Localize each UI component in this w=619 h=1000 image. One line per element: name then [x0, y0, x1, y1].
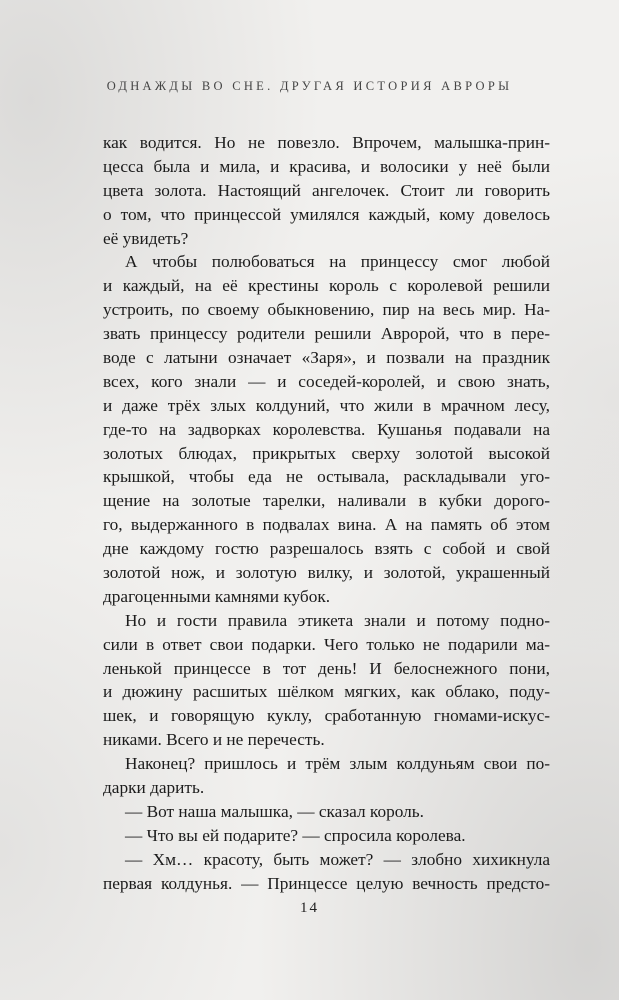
text-line: го, выдержанного в подвалах вина. А на память об этом	[103, 515, 550, 535]
text-line: Но и гости правила этикета знали и потому подно-	[125, 610, 550, 630]
text-line: звать принцессу родители решили Авророй, что в пере-	[103, 324, 550, 344]
text-line: дне каждому гостю разрешалось взять с собой и свой	[103, 539, 550, 559]
text-line: где-то на задворках королевства. Кушанья подавали на	[103, 419, 550, 439]
text-line: о том, что принцессой умилялся каждый, кому довелось	[103, 204, 550, 224]
running-head: ОДНАЖДЫ ВО СНЕ. ДРУГАЯ ИСТОРИЯ АВРОРЫ	[106, 79, 513, 93]
text-line: А чтобы полюбоваться на принцессу смог любой	[125, 252, 550, 272]
body-text	[103, 131, 550, 896]
text-line: воде с латыни означает «Заря», и позвали на праздник	[103, 348, 550, 368]
text-line: как водится. Но не повезло. Впрочем, малышка-прин-	[103, 133, 550, 152]
page-number: 14	[300, 900, 319, 916]
text-line: и даже трёх злых колдуний, что жили в мрачном лесу,	[103, 395, 550, 415]
text-line: её увидеть?	[103, 228, 189, 248]
text-line: ленькой принцессе в тот день! И белоснежного пони,	[103, 658, 550, 678]
text-line: — Хм… красоту, быть может? — злобно хихикнула	[125, 849, 550, 869]
text-line: Наконец? пришлось и трём злым колдуньям свои по-	[125, 754, 550, 774]
text-line: щение на золотые тарелки, наливали в кубки дорого-	[103, 491, 550, 511]
text-line: дарки дарить.	[103, 778, 205, 798]
text-line: золотых блюдах, прикрытых сверху золотой высокой	[103, 443, 550, 463]
text-line: первая колдунья. — Принцессе целую вечность предсто-	[103, 873, 550, 893]
text-line: шек, и говорящую куклу, сработанную гномами-искус-	[103, 706, 550, 726]
text-line: никами. Всего и не перечесть.	[103, 730, 325, 750]
text-line: крышкой, чтобы еда не остывала, раскладывали уго-	[103, 467, 550, 487]
text-line: — Вот наша малышка, — сказал король.	[125, 801, 424, 821]
text-line: золотой нож, и золотую вилку, и золотой, украшенный	[103, 563, 550, 583]
text-line: всех, кого знали — и соседей-королей, и свою знать,	[103, 371, 550, 391]
text-line: — Что вы ей подарите? — спросила королева.	[125, 825, 466, 845]
text-line: сили в ответ свои подарки. Чего только не подарили ма-	[103, 634, 550, 654]
text-line: устроить, по своему обыкновению, пир на весь мир. На-	[103, 300, 550, 320]
text-line: и каждый, на её крестины король с королевой решили	[103, 276, 550, 296]
text-line: и дюжину расшитых шёлком мягких, как облако, поду-	[103, 682, 550, 702]
text-line: цесса была и мила, и красива, и волосики у неё были	[103, 156, 550, 176]
text-line: цвета золота. Настоящий ангелочек. Стоит ли говорить	[103, 180, 550, 200]
text-line: драгоценными камнями кубок.	[103, 586, 331, 606]
